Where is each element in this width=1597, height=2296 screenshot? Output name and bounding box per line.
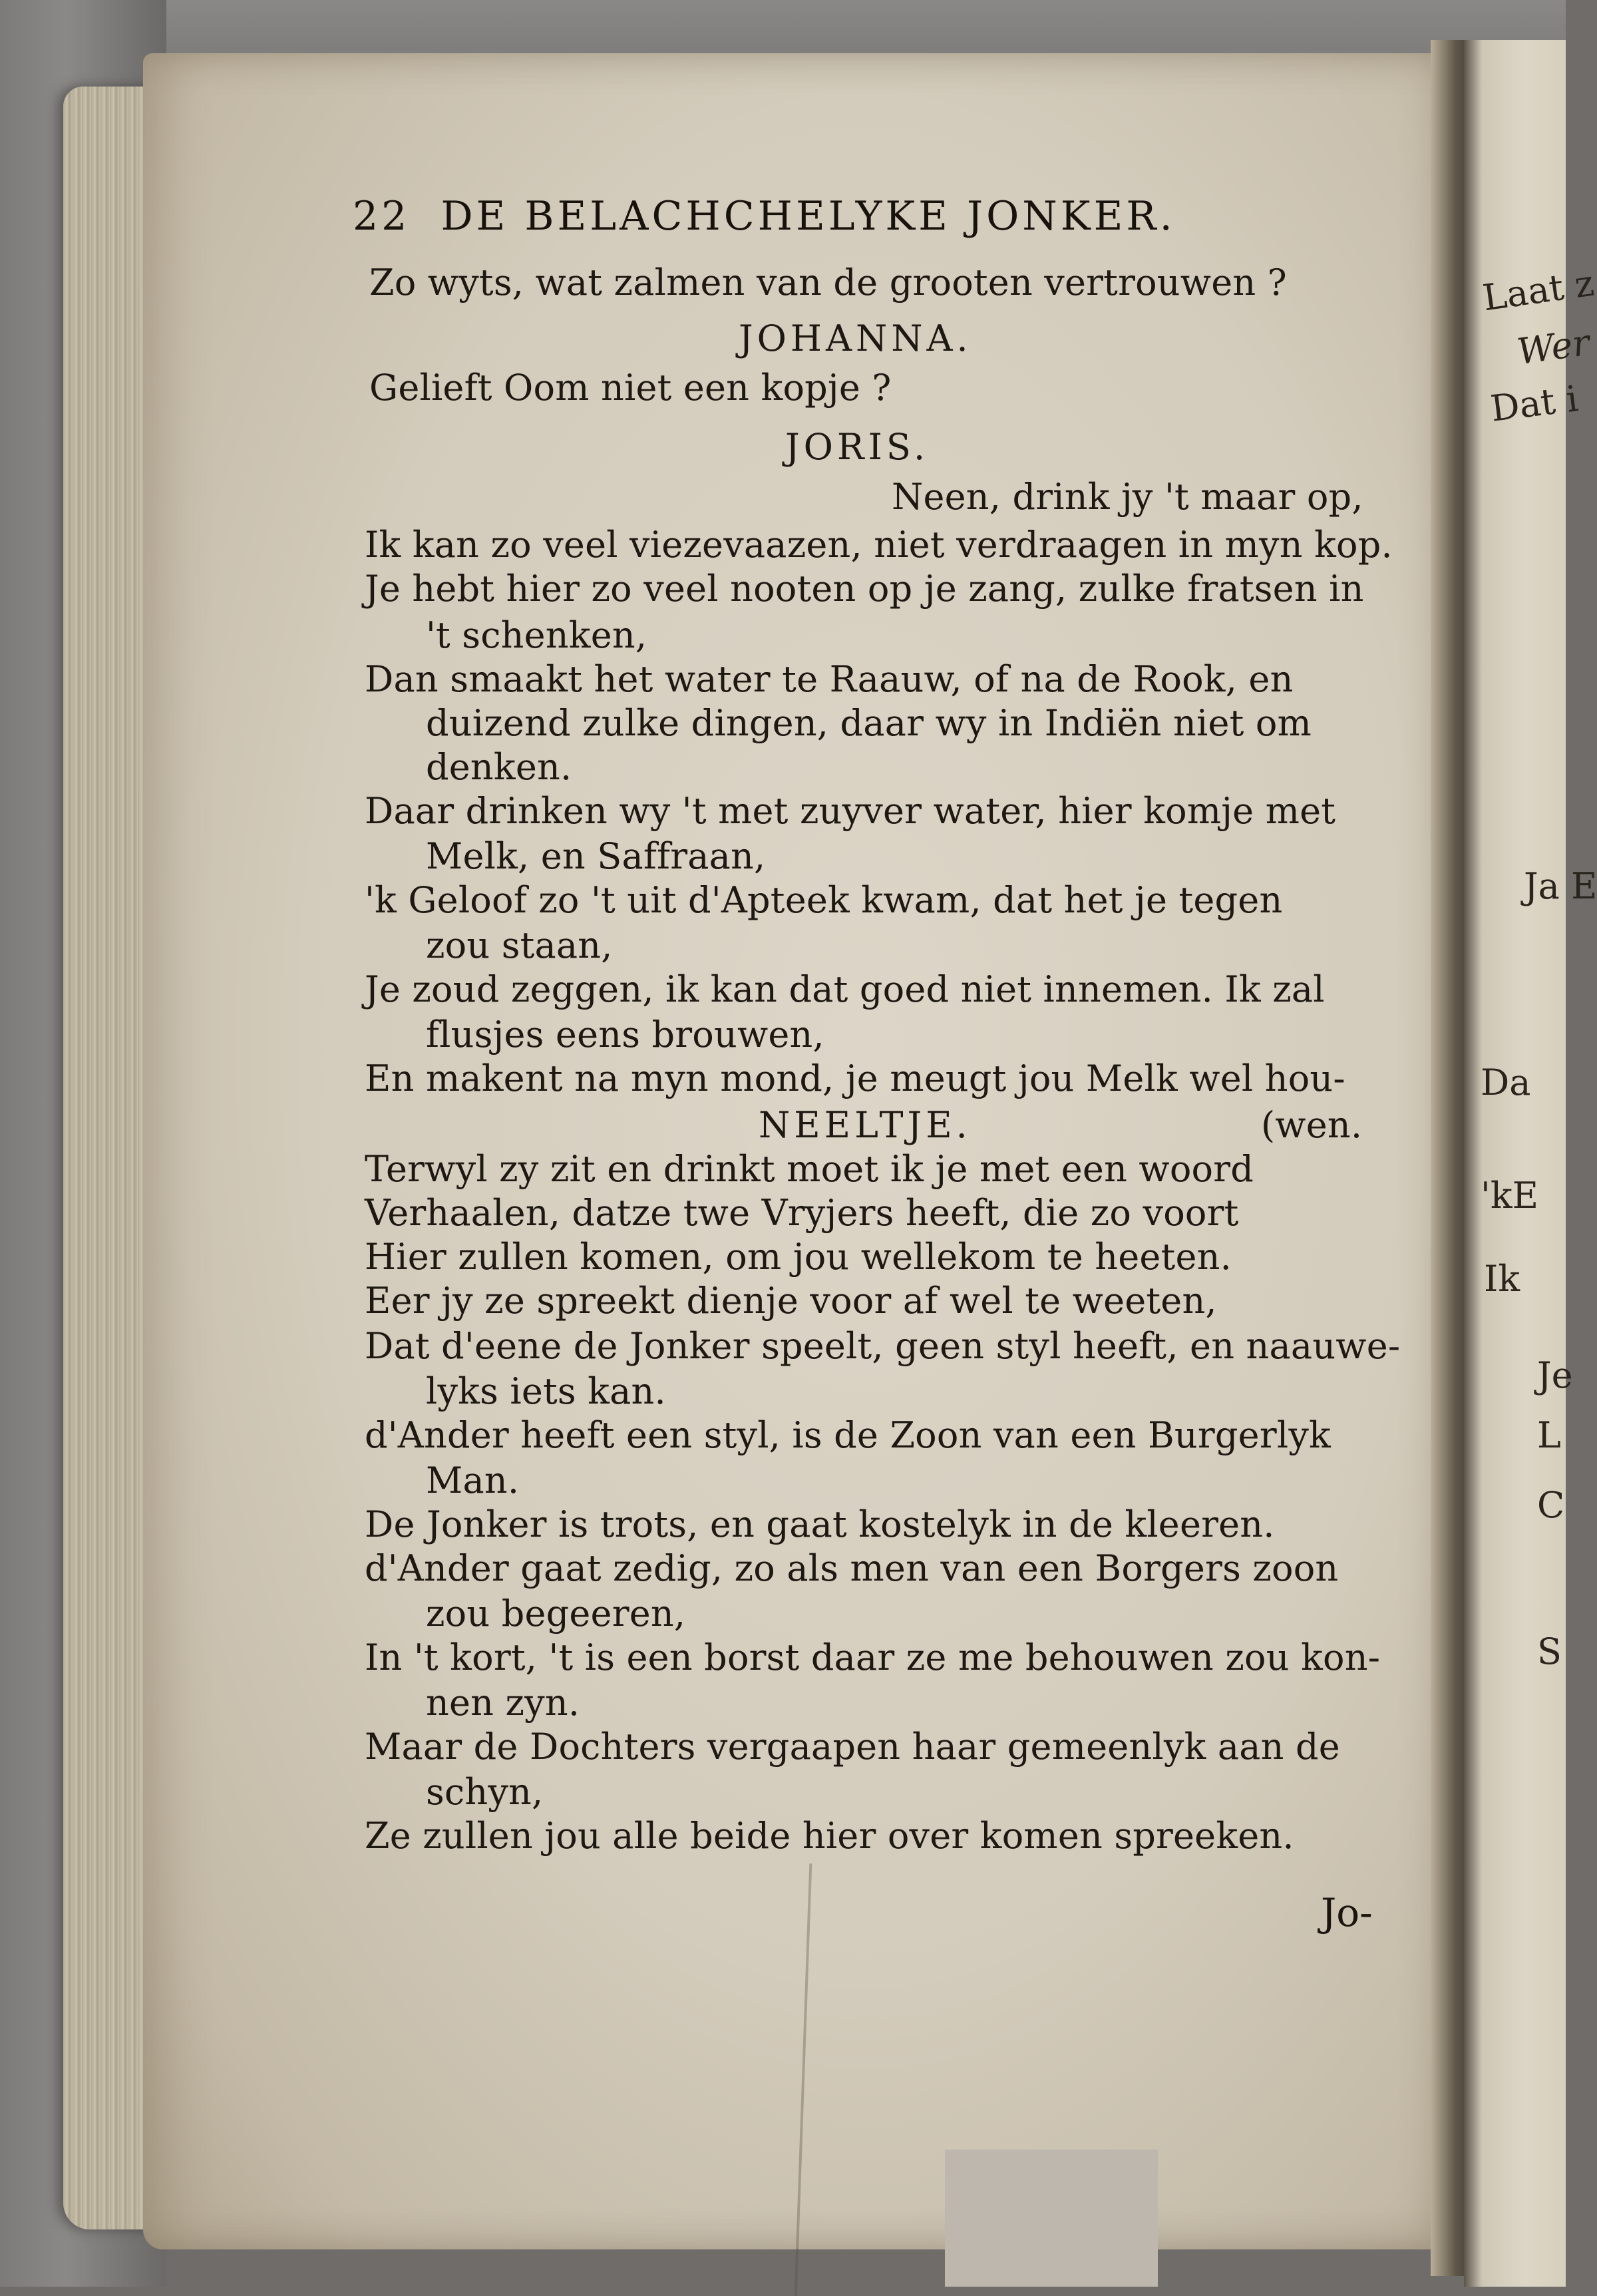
text-line: duizend zulke dingen, daar wy in Indiën niet om <box>426 702 1312 744</box>
text-line: Man. <box>426 1459 520 1501</box>
text-line: Ik kan zo veel viezevaazen, niet verdraagen in myn kop. <box>365 524 1393 566</box>
text-line: 'k Geloof zo 't uit d'Apteek kwam, dat het je tegen <box>365 879 1283 921</box>
text-line: 't schenken, <box>426 614 647 656</box>
text-line: Terwyl zy zit en drinkt moet ik je met een woord <box>365 1148 1254 1190</box>
text-line: d'Ander heeft een styl, is de Zoon van een Burgerlyk <box>365 1414 1331 1456</box>
text-line: Eer jy ze spreekt dienje voor af wel te weeten, <box>365 1280 1217 1322</box>
facing-page-fragment: L <box>1537 1414 1561 1456</box>
running-title: DE BELACHCHELYKE JONKER. <box>441 193 1176 240</box>
text-line: In 't kort, 't is een borst daar ze me behouwen zou kon- <box>365 1636 1381 1678</box>
facing-page-fragment: Je <box>1537 1354 1573 1396</box>
text-line: Dat d'eene de Jonker speelt, geen styl heeft, en naauwe- <box>365 1325 1401 1367</box>
text-line: Je zoud zeggen, ik kan dat goed niet innemen. Ik zal <box>365 968 1325 1010</box>
text-line: Melk, en Saffraan, <box>426 835 766 877</box>
facing-page-fragment: Ja E <box>1524 865 1597 907</box>
text-line: d'Ander gaat zedig, zo als men van een Borgers zoon <box>365 1547 1339 1589</box>
text-line: denken. <box>426 746 572 788</box>
text-line: nen zyn. <box>426 1682 580 1724</box>
text-line: flusjes eens brouwen, <box>426 1014 824 1055</box>
text-line: Neen, drink jy 't maar op, <box>892 476 1363 518</box>
text-line: lyks iets kan. <box>426 1370 666 1412</box>
facing-page-fragment: C <box>1537 1484 1565 1526</box>
text-line: Zo wyts, wat zalmen van de grooten vertrouwen ? <box>369 262 1287 303</box>
facing-page-fragment: Da <box>1481 1061 1531 1103</box>
text-line: Gelieft Oom niet een kopje ? <box>369 367 892 409</box>
running-header <box>353 193 1176 240</box>
page-number: 22 <box>353 193 411 240</box>
facing-page-fragment: Laat z <box>1480 262 1597 319</box>
text-line: Verhaalen, datze twe Vryjers heeft, die zo voort <box>365 1192 1239 1234</box>
facing-page-fragment: Dat i <box>1488 377 1580 430</box>
catchword: Jo- <box>1321 1890 1373 1935</box>
text-line: De Jonker is trots, en gaat kostelyk in de kleeren. <box>365 1503 1275 1545</box>
facing-page-fragment: 'kE <box>1481 1175 1538 1217</box>
paper-tab <box>945 2150 1158 2287</box>
speaker-name: NEELTJE. <box>759 1104 972 1146</box>
text-line: Ze zullen jou alle beide hier over komen spreeken. <box>365 1815 1294 1857</box>
text-line: Maar de Dochters vergaapen haar gemeenlyk aan de <box>365 1726 1340 1768</box>
speaker-name: JOHANNA. <box>739 317 972 359</box>
speaker-name: JORIS. <box>785 426 930 468</box>
text-line: schyn, <box>426 1771 544 1813</box>
text-line: Hier zullen komen, om jou wellekom te heeten. <box>365 1236 1232 1278</box>
text-line: Je hebt hier zo veel nooten op je zang, zulke fratsen in <box>365 568 1364 610</box>
text-line: En makent na myn mond, je meugt jou Melk wel hou- <box>365 1057 1345 1099</box>
text-line: zou staan, <box>426 924 613 966</box>
facing-page-fragment: S <box>1537 1630 1562 1672</box>
text-line: Dan smaakt het water te Raauw, of na de Rook, en <box>365 658 1294 700</box>
text-line: zou begeeren, <box>426 1593 686 1634</box>
facing-page-fragment: Ik <box>1484 1258 1520 1300</box>
text-line: (wen. <box>1261 1104 1363 1146</box>
text-line: Daar drinken wy 't met zuyver water, hier komje met <box>365 790 1336 832</box>
facing-page-fragment: Wer <box>1514 321 1592 373</box>
